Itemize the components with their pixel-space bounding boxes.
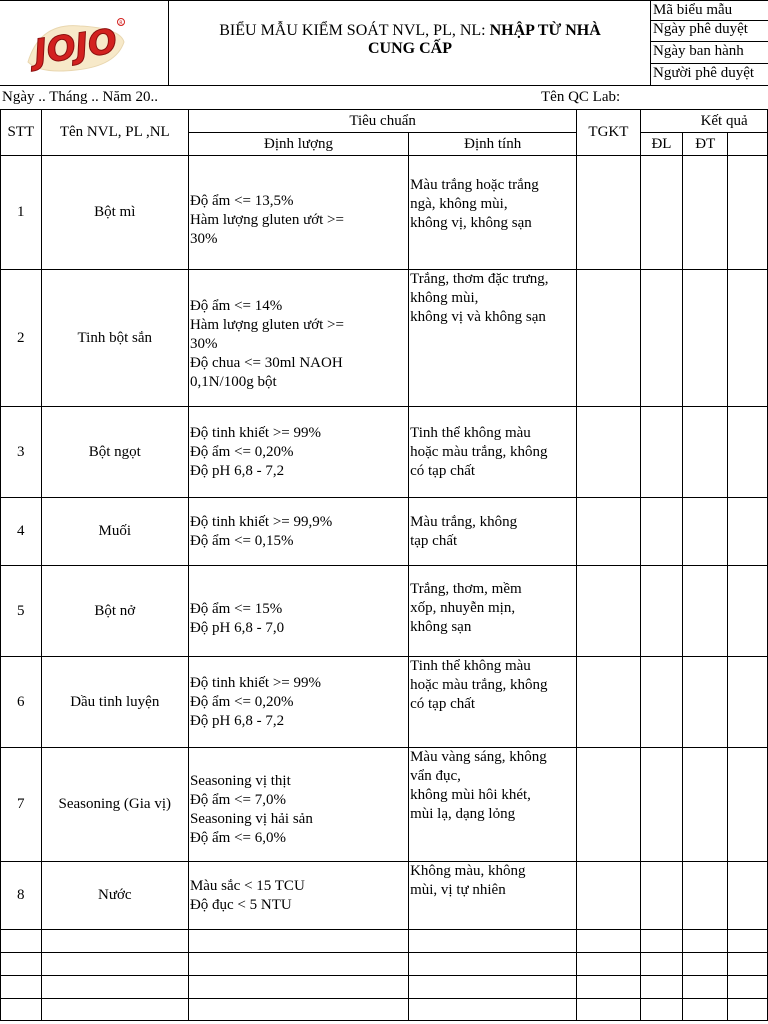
row-dl[interactable] — [640, 657, 683, 748]
row-stt: 5 — [1, 566, 42, 657]
row-quantitative: Độ tinh khiết >= 99,9% Độ ẩm <= 0,15% — [188, 498, 408, 566]
row-material: Bột nở — [41, 566, 188, 657]
row-tgkt[interactable] — [577, 498, 640, 566]
row-quantitative: Độ tinh khiết >= 99% Độ ẩm <= 0,20% Độ pH 6,8 - 7,2 — [188, 657, 408, 748]
row-tgkt[interactable] — [577, 270, 640, 407]
row-dt[interactable] — [683, 657, 728, 748]
row-material: Muối — [41, 498, 188, 566]
title-normal: BIỂU MẪU KIỂM SOÁT NVL, PL, NL: — [219, 22, 490, 39]
row-material: Seasoning (Gia vị) — [41, 748, 188, 862]
header-material-name: Tên NVL, PL ,NL — [41, 110, 188, 156]
header-dt: ĐT — [683, 133, 728, 156]
row-tgkt[interactable] — [577, 748, 640, 862]
row-quantitative: Độ tinh khiết >= 99% Độ ẩm <= 0,20% Độ pH 6,8 - 7,2 — [188, 407, 408, 498]
row-stt: 8 — [1, 862, 42, 930]
empty-row — [1, 953, 768, 976]
row-qualitative: Tinh thể không màu hoặc màu trắng, không có tạp chất — [409, 657, 577, 748]
row-dt[interactable] — [683, 566, 728, 657]
header-stt: STT — [1, 110, 42, 156]
row-qualitative: Không màu, không mùi, vị tự nhiên — [409, 862, 577, 930]
row-qualitative: Màu vàng sáng, không vẩn đục, không mùi hôi khét, mùi lạ, dạng lỏng — [409, 748, 577, 862]
empty-row — [1, 930, 768, 953]
jojo-logo — [20, 14, 132, 76]
row-material: Bột ngọt — [41, 407, 188, 498]
table-row — [1, 748, 768, 862]
row-dt[interactable] — [683, 407, 728, 498]
row-dl[interactable] — [640, 862, 683, 930]
header-result: Kết quả — [640, 110, 767, 133]
table-header-row-1 — [1, 110, 768, 133]
row-material: Tinh bột sắn — [41, 270, 188, 407]
row-dt[interactable] — [683, 498, 728, 566]
table-row — [1, 270, 768, 407]
row-qualitative: Tinh thể không màu hoặc màu trắng, không có tạp chất — [409, 407, 577, 498]
row-tgkt[interactable] — [577, 566, 640, 657]
header-qualitative: Định tính — [409, 133, 577, 156]
form-title — [172, 22, 648, 58]
row-tgkt[interactable] — [577, 657, 640, 748]
svg-text:R: R — [119, 20, 123, 27]
row-tgkt[interactable] — [577, 862, 640, 930]
row-qualitative: Trắng, thơm đặc trưng, không mùi, không vị và không sạn — [409, 270, 577, 407]
row-quantitative: Độ ẩm <= 13,5% Hàm lượng gluten ướt >= 30% — [188, 156, 408, 270]
table-row — [1, 657, 768, 748]
table-row — [1, 566, 768, 657]
row-quantitative: Độ ẩm <= 14% Hàm lượng gluten ướt >= 30% Độ chua <= 30ml NAOH 0,1N/100g bột — [188, 270, 408, 407]
form-header — [0, 0, 768, 86]
table-row — [1, 862, 768, 930]
row-dl[interactable] — [640, 270, 683, 407]
row-stt: 4 — [1, 498, 42, 566]
meta-issue-date: Ngày ban hành — [653, 43, 744, 59]
row-dl[interactable] — [640, 748, 683, 862]
row-dt[interactable] — [683, 862, 728, 930]
meta-form-code: Mã biểu mẫu — [653, 2, 733, 18]
row-dl[interactable] — [640, 407, 683, 498]
row-quantitative: Seasoning vị thịt Độ ẩm <= 7,0% Seasoning vị hải sản Độ ẩm <= 6,0% — [188, 748, 408, 862]
control-table — [0, 109, 768, 1021]
title-bold-2: CUNG CẤP — [368, 40, 452, 57]
empty-row — [1, 976, 768, 999]
header-standard: Tiêu chuẩn — [188, 110, 576, 133]
logo-text: JOJO — [31, 21, 120, 73]
row-dl[interactable] — [640, 498, 683, 566]
row-tgkt[interactable] — [577, 156, 640, 270]
header-tgkt: TGKT — [577, 110, 640, 156]
meta-approval-date: Ngày phê duyệt — [653, 21, 748, 37]
header-dl: ĐL — [640, 133, 683, 156]
table-row — [1, 156, 768, 270]
row-dt[interactable] — [683, 270, 728, 407]
table-row — [1, 407, 768, 498]
row-material: Bột mì — [41, 156, 188, 270]
header-quantitative: Định lượng — [188, 133, 408, 156]
table-row — [1, 498, 768, 566]
row-dt[interactable] — [683, 156, 728, 270]
row-quantitative: Độ ẩm <= 15% Độ pH 6,8 - 7,0 — [188, 566, 408, 657]
row-dl[interactable] — [640, 156, 683, 270]
row-stt: 7 — [1, 748, 42, 862]
row-material: Dầu tinh luyện — [41, 657, 188, 748]
row-material: Nước — [41, 862, 188, 930]
date-line: Ngày .. Tháng .. Năm 20.. — [2, 89, 158, 105]
row-tgkt[interactable] — [577, 407, 640, 498]
meta-approver: Người phê duyệt — [653, 65, 755, 81]
empty-row — [1, 999, 768, 1021]
row-dl[interactable] — [640, 566, 683, 657]
row-qualitative: Màu trắng, không tạp chất — [409, 498, 577, 566]
row-stt: 1 — [1, 156, 42, 270]
row-qualitative: Màu trắng hoặc trắng ngà, không mùi, không vị, không sạn — [409, 156, 577, 270]
row-stt: 2 — [1, 270, 42, 407]
row-qualitative: Trắng, thơm, mềm xốp, nhuyễn mịn, không sạn — [409, 566, 577, 657]
header-extra — [728, 133, 768, 156]
row-stt: 6 — [1, 657, 42, 748]
row-stt: 3 — [1, 407, 42, 498]
row-quantitative: Màu sắc < 15 TCU Độ đục < 5 NTU — [188, 862, 408, 930]
title-bold-1: NHẬP TỪ NHÀ — [489, 22, 601, 39]
row-dt[interactable] — [683, 748, 728, 862]
qc-lab-label: Tên QC Lab: — [541, 89, 621, 105]
